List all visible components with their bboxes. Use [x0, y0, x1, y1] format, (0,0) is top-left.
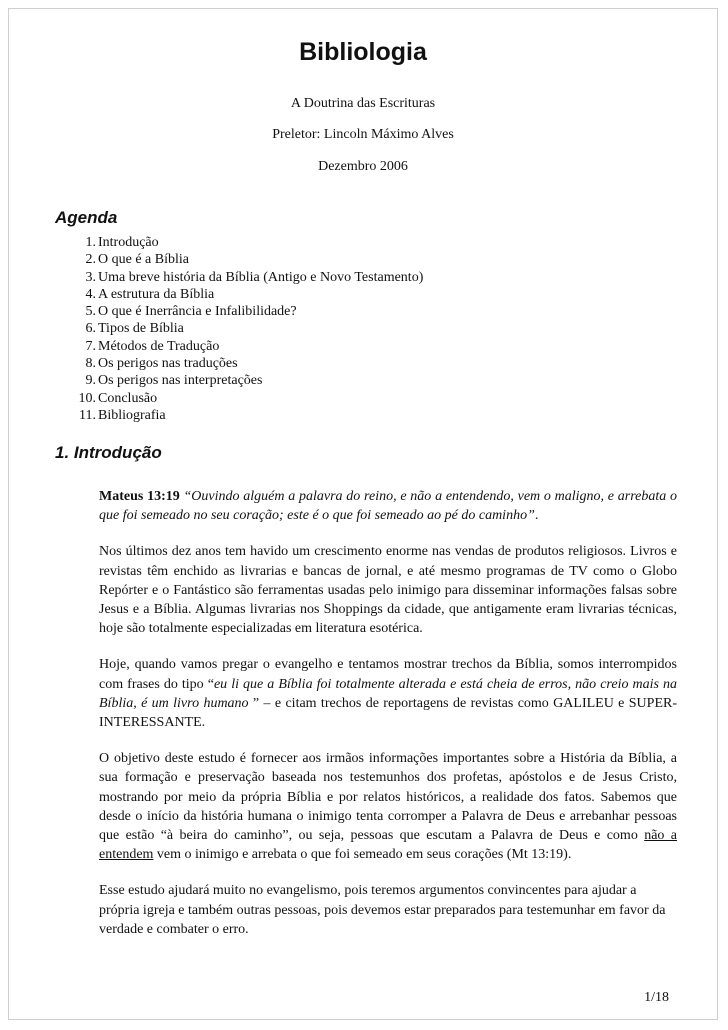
introduction-body	[99, 487, 677, 956]
agenda-item: 7. Métodos de Tradução	[85, 338, 220, 354]
agenda-item: 6. Tipos de Bíblia	[85, 321, 184, 337]
preacher-line: Preletor: Lincoln Máximo Alves	[272, 127, 454, 142]
paragraph-2: Hoje, quando vamos pregar o evangelho e tentamos mostrar trechos da Bíblia, somos interrompidos com frases do tipo “eu li que a Bíblia foi totalmente alterada e está cheia de erros, não creio mais na Bíblia, é um livro humano ” – e citam trechos de reportagens de revistas como GALILEU e SUPER-INTERESSANTE.	[99, 657, 678, 731]
agenda-item: 3. Uma breve história da Bíblia (Antigo e Novo Testamento)	[85, 269, 424, 285]
agenda-list	[69, 234, 423, 424]
agenda-item: 11. Bibliografia	[79, 407, 166, 423]
document-page	[8, 8, 718, 1020]
document-title: Bibliologia	[299, 38, 427, 66]
verse-paragraph: Mateus 13:19 “Ouvindo alguém a palavra do reino, e não a entendendo, vem o maligno, e arrebata o que foi semeado no seu coração; este é o que foi semeado ao pé do caminho”.	[99, 489, 677, 524]
underlined-phrase: não a entendem	[99, 828, 677, 863]
verse-text: “Ouvindo alguém a palavra do reino, e não a entendendo, vem o maligno, e arrebata o que foi semeado no seu coração; este é o que foi semeado ao pé do caminho”	[99, 489, 677, 524]
document-date: Dezembro 2006	[318, 159, 408, 174]
document-subtitle: A Doutrina das Escrituras	[290, 96, 436, 111]
quoted-phrase: eu li que a Bíblia foi totalmente alterada e está cheia de erros, não creio mais na Bíblia, é um livro humano	[99, 676, 678, 711]
agenda-item: 8. Os perigos nas traduções	[85, 356, 238, 372]
agenda-item: 10. Conclusão	[78, 390, 158, 406]
verse-reference: Mateus 13:19	[99, 489, 180, 504]
paragraph-3: O objetivo deste estudo é fornecer aos irmãos informações importantes sobre a História da Bíblia, a sua formação e preservação baseada nos testemunhos dos profetas, apóstolos e de Jesus Cristo, mostrando por meio da própria Bíblia e por relatos históricos, a realidade dos fatos. Sabemos que desde o início da história humana o inimigo tenta corromper a Palavra de Deus e arrebanhar pessoas que estão “à beira do caminho”, ou seja, pessoas que escutam a Palavra de Deus e como não a entendem vem o inimigo e arrebata o que foi semeado em seus corações (Mt 13:19).	[99, 751, 677, 863]
agenda-heading: Agenda	[55, 208, 118, 227]
page-number: 1/18	[644, 990, 669, 1005]
agenda-item: 9. Os perigos nas interpretações	[85, 373, 263, 389]
section-heading-introduction: 1. Introdução	[55, 443, 162, 462]
agenda-item: 1. Introdução	[85, 235, 159, 250]
paragraph-1: Nos últimos dez anos tem havido um crescimento enorme nas vendas de produtos religiosos. Livros e revistas têm enchido as livrarias e bancas de jornal, e até mesmo programas de TV como o Globo Repórter e o Fantástico são ferramentas usadas pelo inimigo para disseminar informações falsas sobre Jesus e a Bíblia. Algumas livrarias nos Shoppings da cidade, que antigamente eram livrarias técnicas, hoje são totalmente especializadas em literatura esotérica.	[99, 544, 677, 637]
paragraph-4: Esse estudo ajudará muito no evangelismo, pois teremos argumentos convincentes para ajudar a própria igreja e também outras pessoas, pois devemos estar preparados para testemunhar em favor da verdade e combater o erro.	[99, 883, 666, 937]
agenda-item: 5. O que é Inerrância e Infalibilidade?	[85, 304, 297, 320]
agenda-item: 4. A estrutura da Bíblia	[85, 286, 215, 302]
agenda-item: 2. O que é a Bíblia	[85, 252, 189, 268]
